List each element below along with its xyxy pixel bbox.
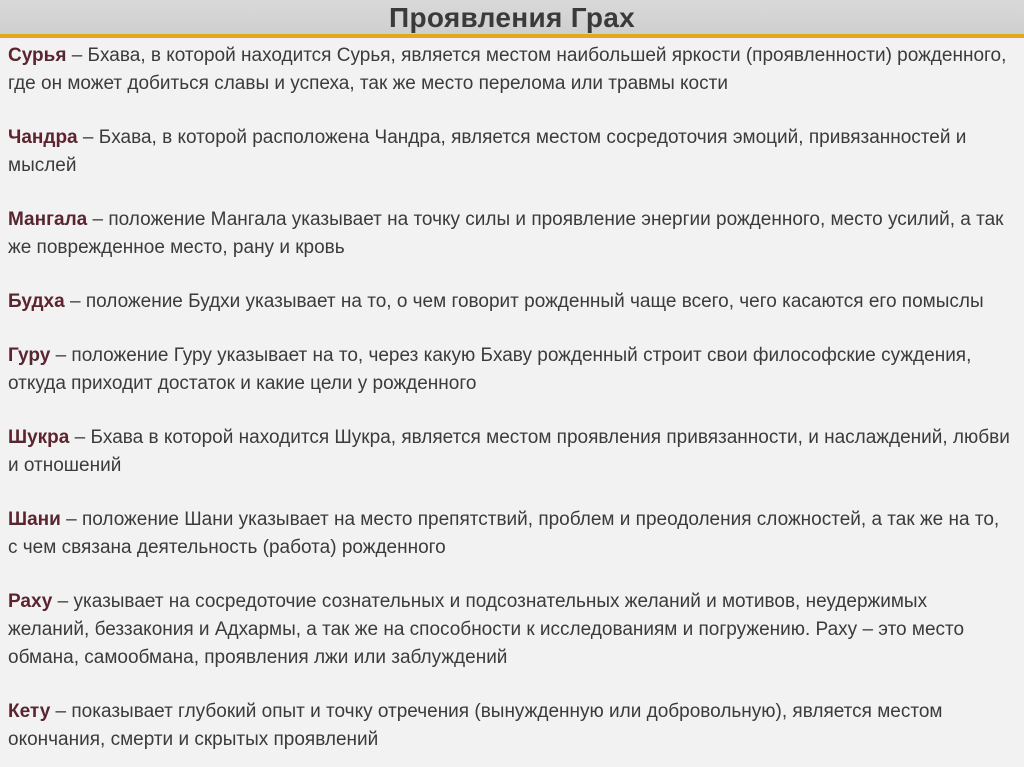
term-shukra: Шукра <box>8 427 70 448</box>
entry-surya <box>8 42 1012 98</box>
content-area <box>8 42 1012 767</box>
desc-budha: – положение Будхи указывает на то, о чем говорит рожденный чаще всего, чего касаются его помыслы <box>64 291 984 312</box>
page-title: Проявления Грах <box>389 2 635 33</box>
term-chandra: Чандра <box>8 127 78 148</box>
entry-shukra <box>8 424 1012 480</box>
term-budha: Будха <box>8 291 65 312</box>
desc-shukra: – Бхава в которой находится Шукра, является местом проявления привязанности, и наслаждений, любви и отношений <box>8 427 1010 476</box>
term-mangala: Мангала <box>8 209 88 230</box>
term-ketu: Кету <box>8 701 51 722</box>
term-shani: Шани <box>8 509 61 530</box>
desc-mangala: – положение Мангала указывает на точку силы и проявление энергии рожденного, место усилий, а так же поврежденное место, рану и кровь <box>8 209 1004 258</box>
entry-mangala <box>8 206 1012 262</box>
desc-chandra: – Бхава, в которой расположена Чандра, является местом сосредоточия эмоций, привязанностей и мыслей <box>8 127 967 176</box>
desc-rahu: – указывает на сосредоточие сознательных и подсознательных желаний и мотивов, неудержимых желаний, беззакония и Адхармы, а так же на способности к исследованиям и погружению. Раху – это место обмана, самообмана, проявления лжи или заблуждений <box>8 591 965 668</box>
entry-chandra <box>8 124 1012 180</box>
term-rahu: Раху <box>8 591 53 612</box>
desc-shani: – положение Шани указывает на место препятствий, проблем и преодоления сложностей, а так же на то, с чем связана деятельность (работа) рожденного <box>8 509 1000 558</box>
entry-shani <box>8 506 1012 562</box>
desc-ketu: – показывает глубокий опыт и точку отречения (вынужденную или добровольную), является местом окончания, смерти и скрытых проявлений <box>8 701 943 750</box>
term-surya: Сурья <box>8 45 67 66</box>
term-guru: Гуру <box>8 345 51 366</box>
entry-budha <box>8 288 1012 316</box>
entry-ketu <box>8 698 1012 754</box>
title-bar <box>0 0 1024 38</box>
entry-guru <box>8 342 1012 398</box>
desc-surya: – Бхава, в которой находится Сурья, является местом наибольшей яркости (проявленности) рожденного, где он может добиться славы и успеха, так же место перелома или травмы кости <box>8 45 1007 94</box>
entry-rahu <box>8 588 1012 672</box>
desc-guru: – положение Гуру указывает на то, через какую Бхаву рожденный строит свои философские суждения, откуда приходит достаток и какие цели у рожденного <box>8 345 972 394</box>
